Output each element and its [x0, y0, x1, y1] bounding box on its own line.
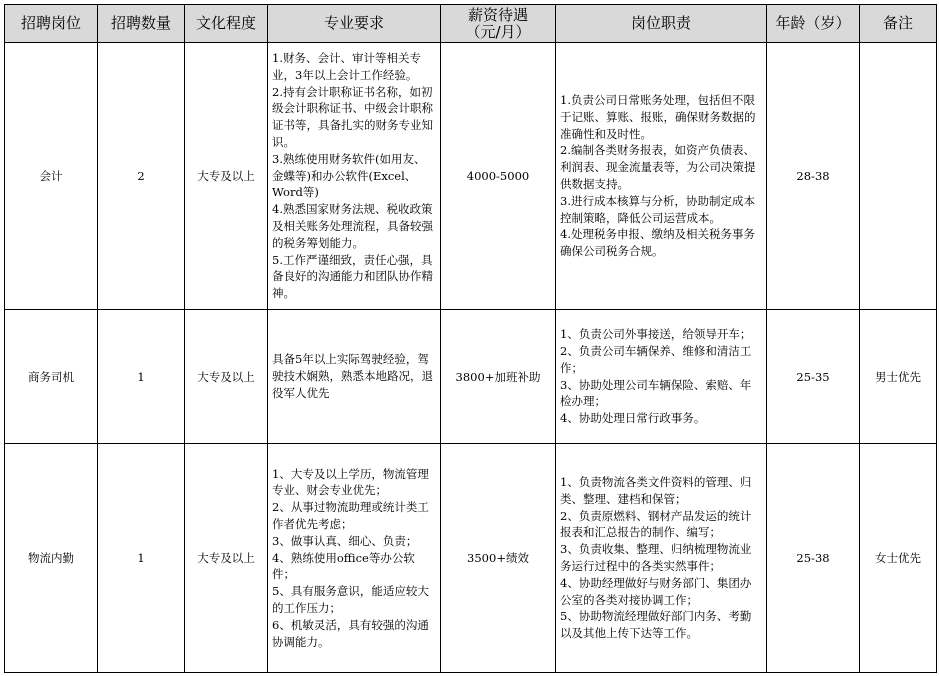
recruitment-table: [4, 4, 937, 673]
requirement-item: 2、从事过物流助理或统计类工作者优先考虑；: [272, 500, 429, 531]
requirement-item: 5.工作严谨细致，责任心强，具备良好的沟通能力和团队协作精神。: [272, 252, 433, 301]
requirement-item: 1.财务、会计、审计等相关专业，3年以上会计工作经验。: [272, 51, 421, 82]
duty-item: 5、协助物流经理做好部门内务、考勤以及其他上传下达等工作。: [560, 609, 752, 641]
duty-item: 1.负责公司日常账务处理，包括但不限于记账、算账、报账，确保财务数据的准确性和及时性。: [560, 93, 756, 141]
requirement-item: 4.熟悉国家财务法规、税收政策及相关账务处理流程，具备较强的税务筹划能力。: [272, 202, 433, 250]
cell-count: 1: [98, 444, 185, 673]
cell-notes: 男士优先: [860, 310, 937, 444]
cell-education: 大专及以上: [185, 310, 268, 444]
cell-age: 25-38: [767, 444, 860, 673]
requirement-item: 5、具有服务意识，能适应较大的工作压力；: [272, 584, 429, 615]
requirement-item: 4、熟练使用office等办公软件；: [272, 550, 415, 582]
cell-requirements: [268, 310, 441, 444]
duty-item: 2.编制各类财务报表，如资产负债表、利润表、现金流量表等，为公司决策提供数据支持。: [560, 143, 756, 191]
cell-salary: 3500+绩效: [441, 444, 556, 673]
header-salary: [441, 5, 556, 43]
cell-education: 大专及以上: [185, 43, 268, 310]
duty-item: 3、协助处理公司车辆保险、索赔、年检办理；: [560, 377, 752, 409]
cell-duties: [556, 444, 767, 673]
requirement-item: 6、机敏灵活，具有较强的沟通协调能力。: [272, 617, 429, 649]
header-position: 招聘岗位: [5, 5, 98, 43]
duty-item: 1、负责物流各类文件资料的管理、归类、整理、建档和保管；: [560, 475, 752, 506]
requirement-item: 2.持有会计职称证书名称，如初级会计职称证书、中级会计职称证书等，具备扎实的财务专业知识。: [272, 84, 433, 149]
duty-item: 2、负责原燃料、钢材产品发运的统计报表和汇总报告的制作、编写；: [560, 508, 752, 540]
duty-item: 2、负责公司车辆保养、维修和清洁工作；: [560, 343, 752, 375]
cell-education: 大专及以上: [185, 444, 268, 673]
header-salary-line1: 薪资待遇: [467, 5, 528, 24]
duty-item: 4.处理税务申报、缴纳及相关税务事务确保公司税务合规。: [560, 227, 755, 259]
duty-item: 4、协助处理日常行政事务。: [560, 411, 706, 426]
cell-notes: 女士优先: [860, 444, 937, 673]
cell-age: 28-38: [767, 43, 860, 310]
table-row: [5, 43, 937, 310]
cell-requirements: [268, 444, 441, 673]
cell-duties: [556, 310, 767, 444]
duty-item: 1、负责公司外事接送，给领导开车；: [560, 327, 752, 342]
requirement-item: 具备5年以上实际驾驶经验，驾驶技术娴熟，熟悉本地路况，退役军人优先: [272, 352, 433, 400]
cell-position: 商务司机: [5, 310, 98, 444]
header-notes: 备注: [860, 5, 937, 43]
cell-count: 2: [98, 43, 185, 310]
table-row: [5, 444, 937, 673]
duty-item: 3.进行成本核算与分析，协助制定成本控制策略，降低公司运营成本。: [560, 193, 755, 225]
header-salary-line2: （元/月）: [465, 22, 531, 41]
cell-position: 物流内勤: [5, 444, 98, 673]
requirement-item: 1、大专及以上学历，物流管理专业、财会专业优先；: [272, 466, 429, 498]
header-count: 招聘数量: [98, 5, 185, 43]
cell-position: 会计: [5, 43, 98, 310]
header-education: 文化程度: [185, 5, 268, 43]
table-header-row: [5, 5, 937, 43]
cell-duties: [556, 43, 767, 310]
header-duties: 岗位职责: [556, 5, 767, 43]
requirement-item: 3、做事认真、细心、负责；: [272, 533, 418, 548]
duty-item: 4、协助经理做好与财务部门、集团办公室的各类对接协调工作；: [560, 575, 752, 607]
cell-salary: 4000-5000: [441, 43, 556, 310]
header-requirements: 专业要求: [268, 5, 441, 43]
cell-count: 1: [98, 310, 185, 444]
requirement-item: 3.熟练使用财务软件(如用友、金蝶等)和办公软件(Excel、Word等): [272, 151, 426, 200]
duty-item: 3、负责收集、整理、归纳梳理物流业务运行过程中的各类实然事件；: [560, 542, 752, 573]
cell-requirements: [268, 43, 441, 310]
header-age: 年龄（岁）: [767, 5, 860, 43]
cell-notes: [860, 43, 937, 310]
table-row: [5, 310, 937, 444]
cell-salary: 3800+加班补助: [441, 310, 556, 444]
cell-age: 25-35: [767, 310, 860, 444]
